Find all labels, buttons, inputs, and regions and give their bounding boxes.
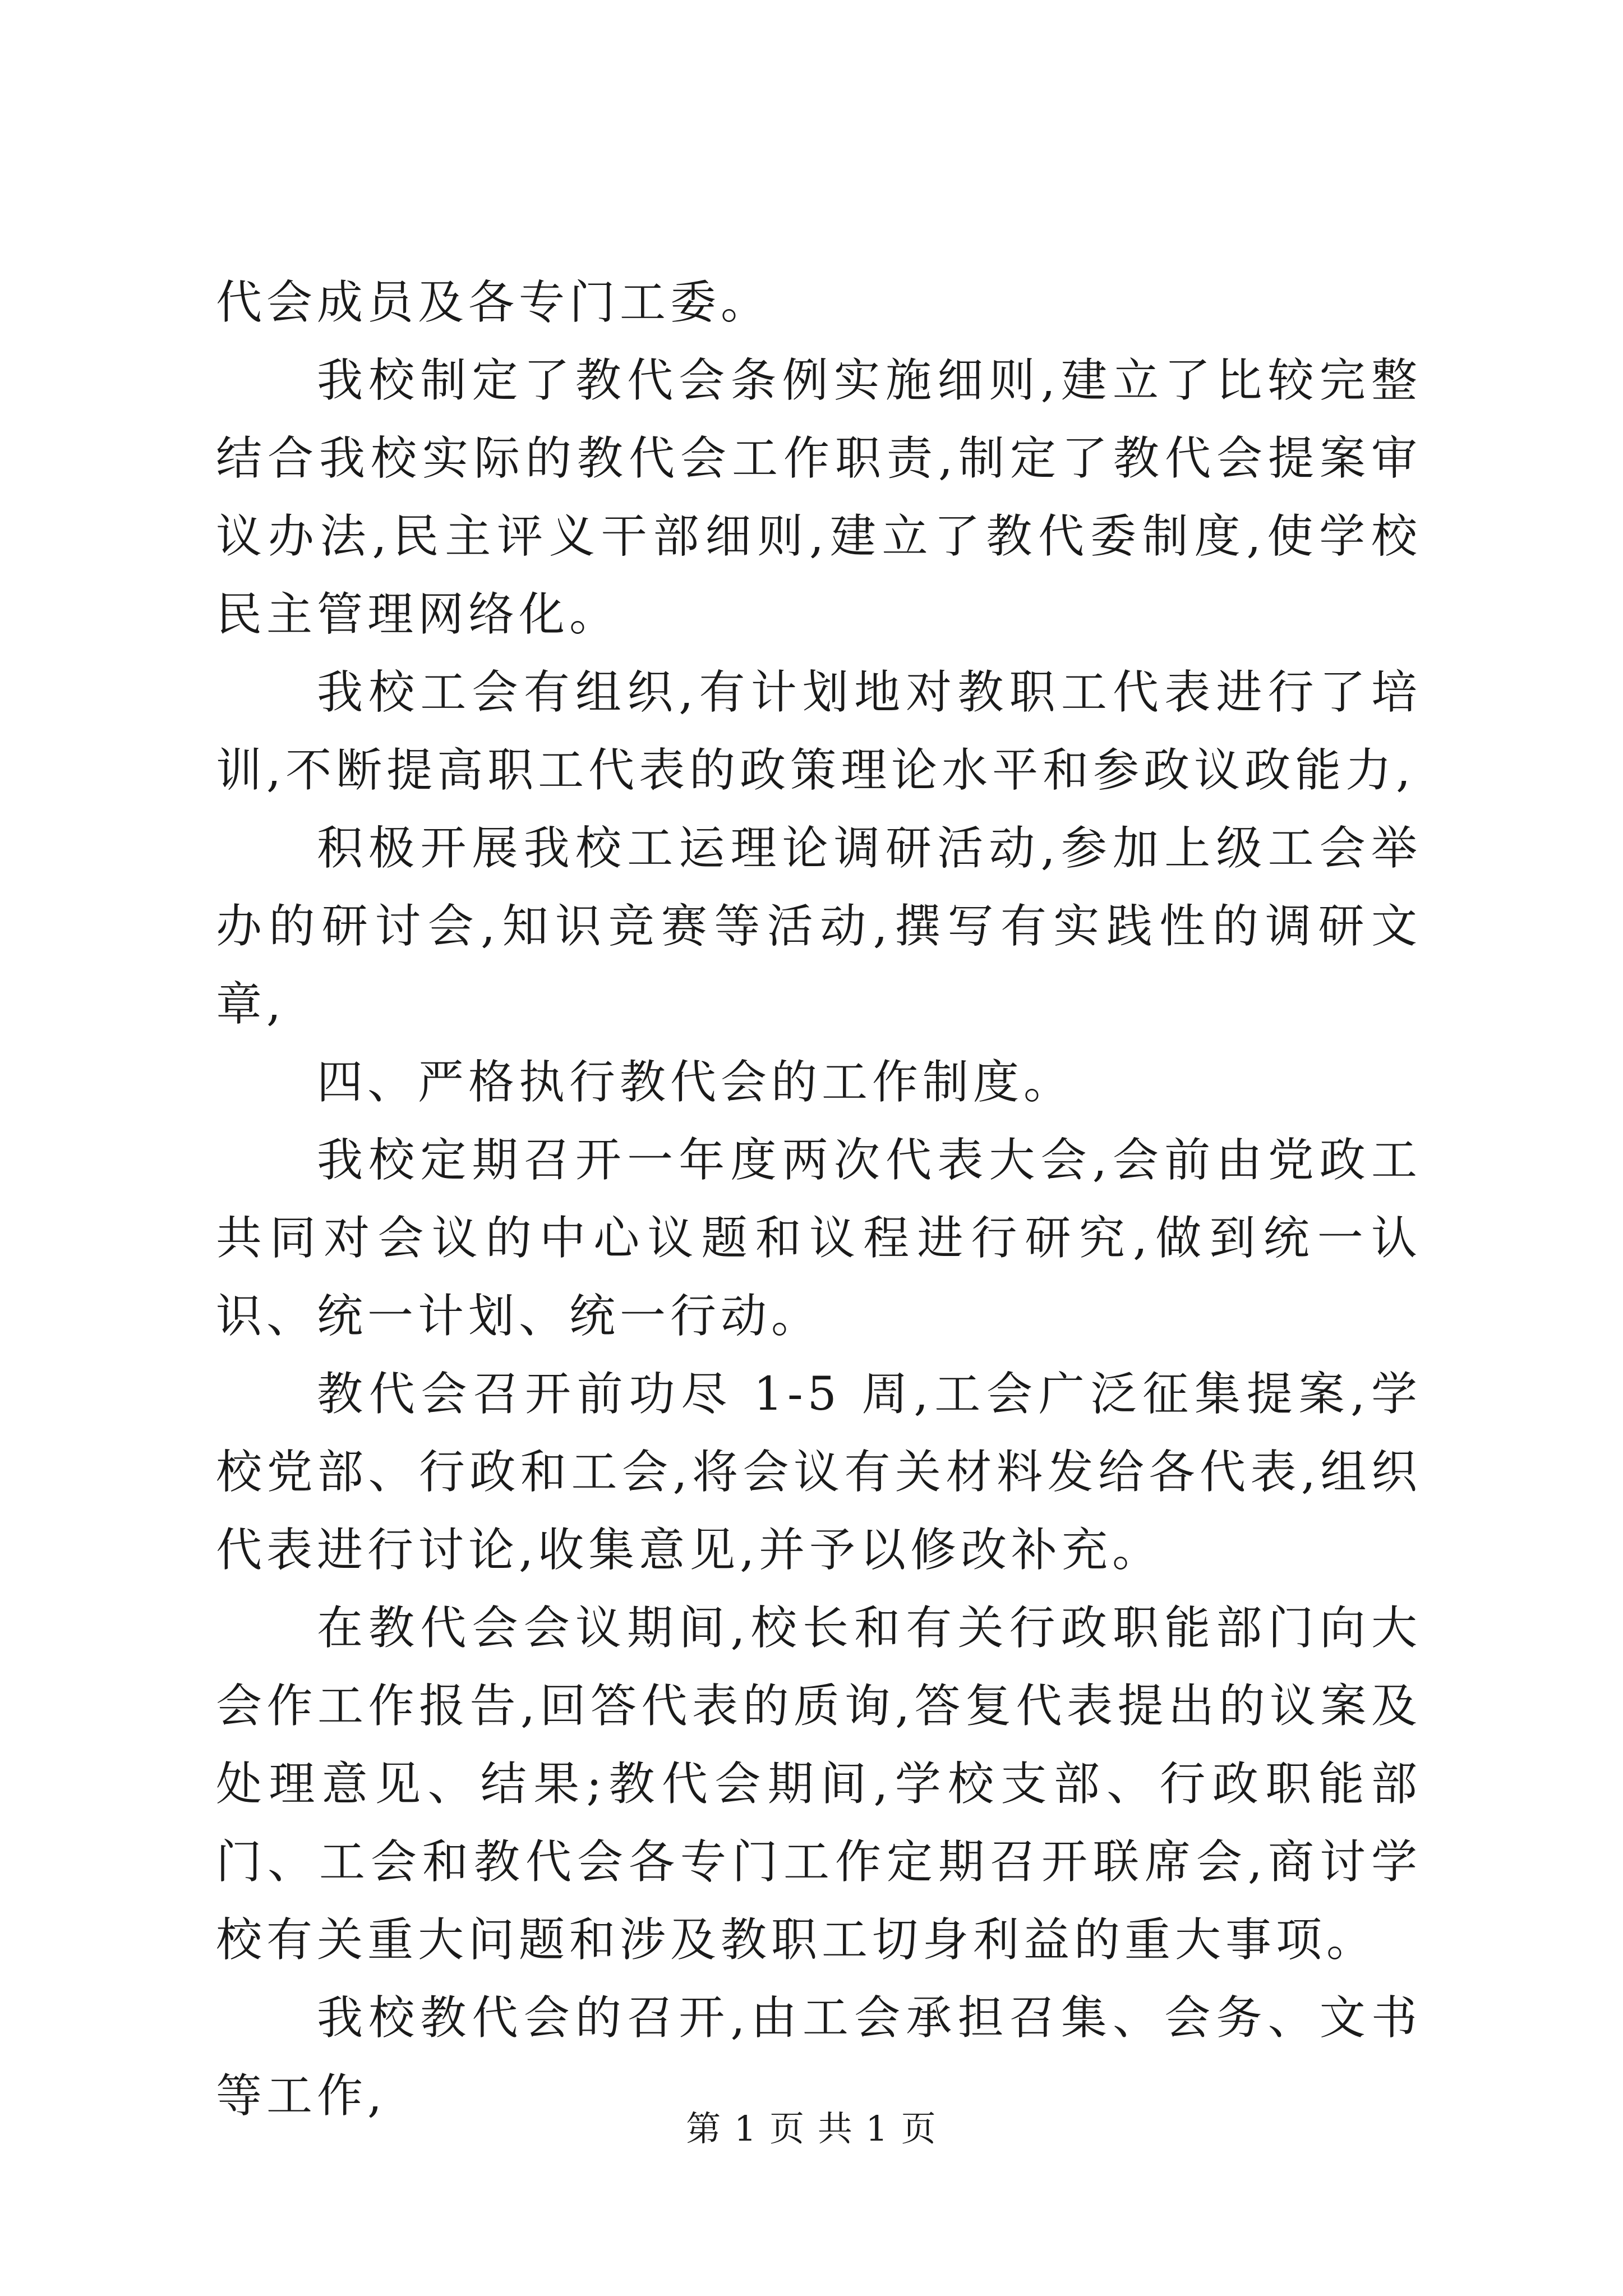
paragraph-9: 我校教代会的召开,由工会承担召集、会务、文书等工作, <box>216 1991 1422 2123</box>
paragraph-8: 在教代会会议期间,校长和有关行政职能部门向大会作工作报告,回答代表的质询,答复代表提出的议案及处理意见、结果;教代会期间,学校支部、行政职能部门、工会和教代会各专门工作定期召开联席会,商讨学校有关重大问题和涉及教职工切身利益的重大事项。 <box>216 1602 1422 1967</box>
paragraph-5-heading: 四、严格执行教代会的工作制度。 <box>317 1056 1075 1109</box>
document-body <box>216 264 1422 2135</box>
paragraph-2: 我校制定了教代会条例实施细则,建立了比较完整结合我校实际的教代会工作职责,制定了教代会提案审议办法,民主评义干部细则,建立了教代委制度,使学校民主管理网络化。 <box>216 354 1422 641</box>
paragraph-1: 代会成员及各专门工委。 <box>216 276 772 329</box>
paragraph-3: 我校工会有组织,有计划地对教职工代表进行了培训,不断提高职工代表的政策理论水平和参政议政能力, <box>216 666 1422 797</box>
paragraph-6: 我校定期召开一年度两次代表大会,会前由党政工共同对会议的中心议题和议程进行研究,做到统一认识、统一计划、统一行动。 <box>216 1134 1422 1343</box>
paragraph-7: 教代会召开前功尽 1-5 周,工会广泛征集提案,学校党部、行政和工会,将会议有关材料发给各代表,组织代表进行讨论,收集意见,并予以修改补充。 <box>216 1368 1422 1577</box>
page-footer: 第 1 页 共 1 页 <box>686 2108 937 2149</box>
paragraph-4: 积极开展我校工运理论调研活动,参加上级工会举办的研讨会,知识竞赛等活动,撰写有实践性的调研文章, <box>216 822 1422 1031</box>
